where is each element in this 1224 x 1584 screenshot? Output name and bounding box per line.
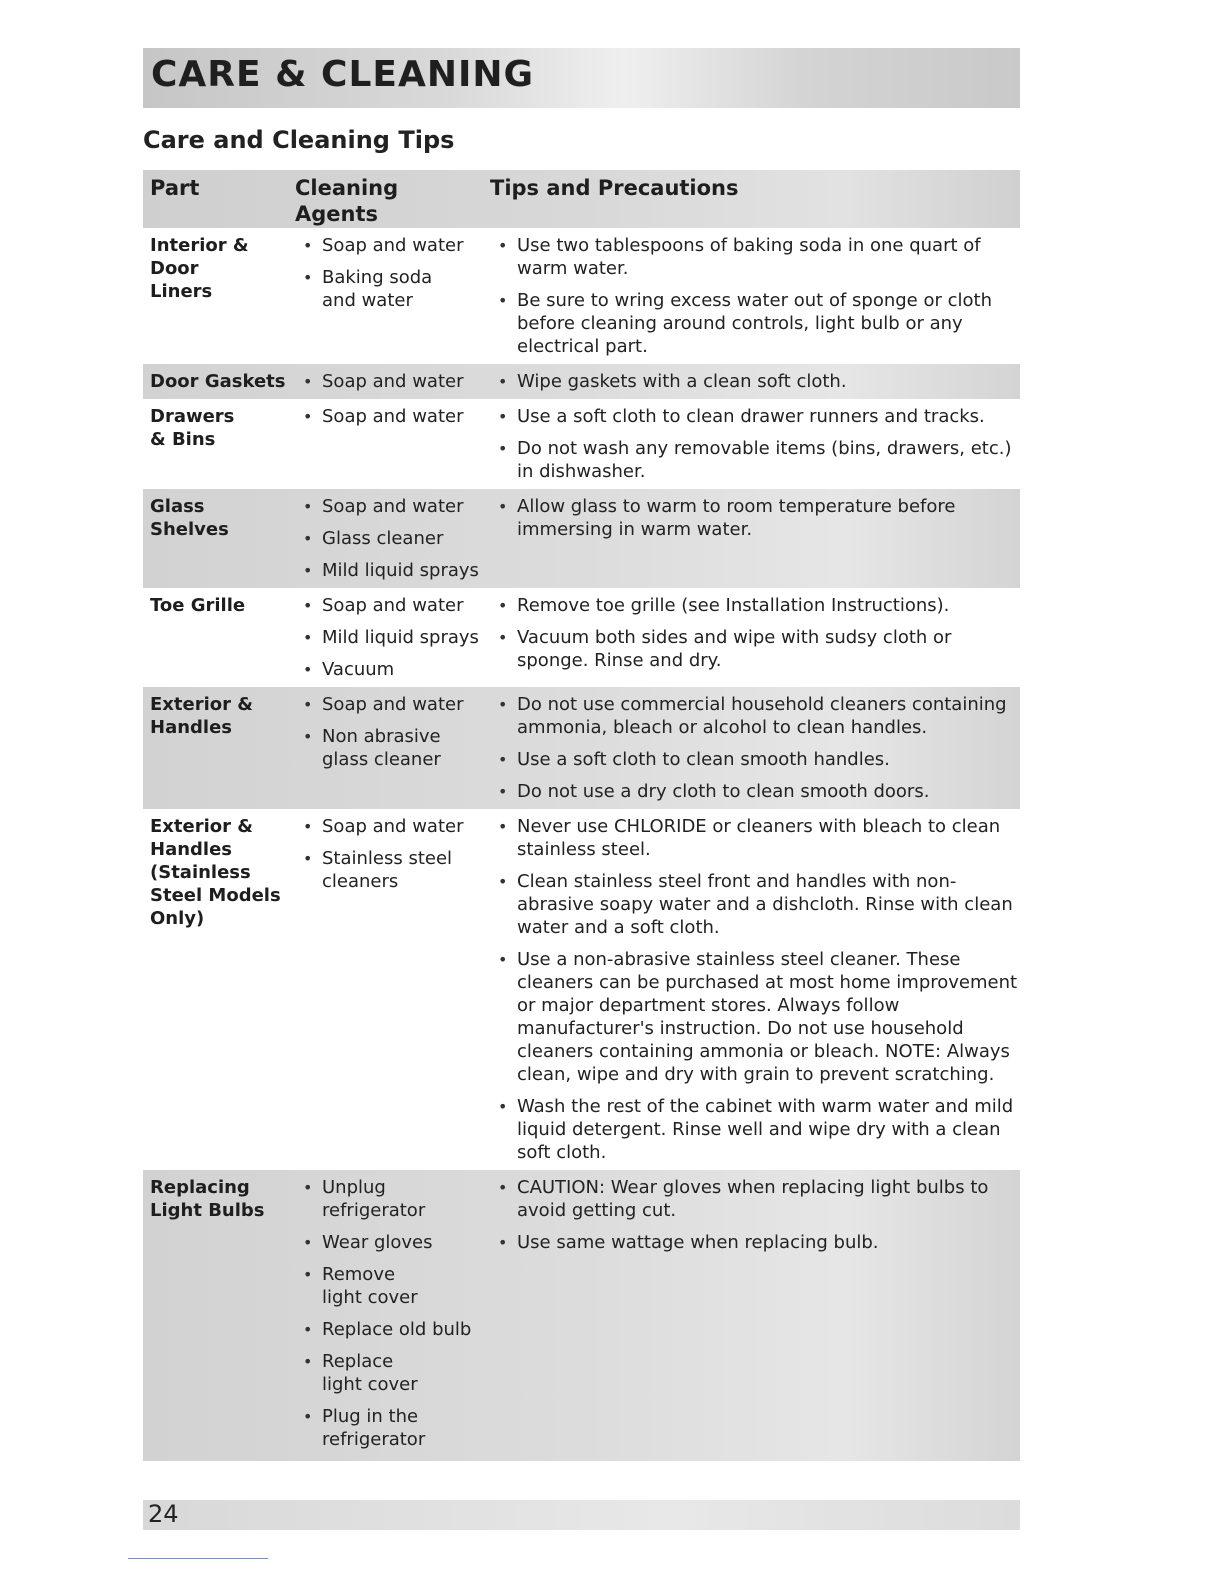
table-row [143, 399, 1020, 489]
list-item: • Be sure to wring excess water out of sponge or cloth before cleaning around controls, light bulb or any electrical part. [490, 289, 1020, 358]
list-item: • Do not wash any removable items (bins, drawers, etc.) in dishwasher. [490, 437, 1020, 483]
tips [490, 495, 1020, 582]
column-header-agents: Cleaning Agents [295, 176, 399, 226]
part-name: Exterior & Handles (Stainless Steel Models Only) [150, 816, 281, 929]
part-name: Replacing Light Bulbs [150, 1177, 265, 1221]
list-item: • Stainless steel cleaners [295, 847, 490, 893]
list-item: • Mild liquid sprays [295, 559, 490, 582]
cleaning-agents [295, 234, 490, 358]
part-name: Door Gaskets [150, 371, 286, 392]
cleaning-agents [295, 405, 490, 483]
list-item: • Use two tablespoons of baking soda in one quart of warm water. [490, 234, 1020, 280]
list-item: • Vacuum both sides and wipe with sudsy cloth or sponge. Rinse and dry. [490, 626, 1020, 672]
list-item: • Mild liquid sprays [295, 626, 490, 649]
column-header-part: Part [150, 176, 200, 200]
tips [490, 1176, 1020, 1451]
page-footer [143, 1500, 1020, 1530]
list-item: • Wash the rest of the cabinet with warm water and mild liquid detergent. Rinse well and wipe dry with a clean soft cloth. [490, 1095, 1020, 1164]
list-item: • Remove toe grille (see Installation Instructions). [490, 594, 1020, 617]
page-number: 24 [148, 1500, 179, 1528]
tips [490, 405, 1020, 483]
list-item: • Use a soft cloth to clean drawer runners and tracks. [490, 405, 1020, 428]
table-header [143, 170, 1020, 228]
table-row [143, 364, 1020, 399]
list-item: • Wear gloves [295, 1231, 490, 1254]
list-item: • Do not use a dry cloth to clean smooth doors. [490, 780, 1020, 803]
cleaning-agents [295, 693, 490, 803]
list-item: • Soap and water [295, 815, 490, 838]
list-item: • Clean stainless steel front and handles with non-abrasive soapy water and a dishcloth. Rinse with clean water and a soft cloth. [490, 870, 1020, 939]
tips [490, 234, 1020, 358]
list-item: • Allow glass to warm to room temperature before immersing in warm water. [490, 495, 1020, 541]
part-name: Glass Shelves [150, 496, 229, 540]
cleaning-agents [295, 594, 490, 681]
part-name: Drawers & Bins [150, 406, 235, 450]
part-name: Exterior & Handles [150, 694, 253, 738]
list-item: • Use a non-abrasive stainless steel cleaner. These cleaners can be purchased at most home improvement or major department stores. Always follow manufacturer's instruction. Do not use household cleaners containing ammonia or bleach. NOTE: Always clean, wipe and dry with grain to prevent scratching. [490, 948, 1020, 1086]
list-item: • Glass cleaner [295, 527, 490, 550]
list-item: • Vacuum [295, 658, 490, 681]
list-item: • Wipe gaskets with a clean soft cloth. [490, 370, 1020, 393]
list-item: • Use same wattage when replacing bulb. [490, 1231, 1020, 1254]
list-item: • Non abrasive glass cleaner [295, 725, 490, 771]
table-row [143, 489, 1020, 588]
table-row [143, 228, 1020, 364]
divider [128, 1558, 268, 1559]
table-row [143, 687, 1020, 809]
cleaning-agents [295, 495, 490, 582]
list-item: • Soap and water [295, 594, 490, 617]
column-header-tips: Tips and Precautions [490, 176, 739, 200]
list-item: • Soap and water [295, 370, 490, 393]
list-item: • Soap and water [295, 405, 490, 428]
list-item: • Unplug refrigerator [295, 1176, 490, 1222]
list-item: • Soap and water [295, 693, 490, 716]
list-item: • Baking soda and water [295, 266, 490, 312]
cleaning-agents [295, 370, 490, 393]
care-cleaning-table [143, 170, 1020, 1461]
table-row [143, 588, 1020, 687]
list-item: • Never use CHLORIDE or cleaners with bleach to clean stainless steel. [490, 815, 1020, 861]
cleaning-agents [295, 815, 490, 1164]
list-item: • Replace light cover [295, 1350, 490, 1396]
section-banner [143, 48, 1020, 108]
part-name: Interior & Door Liners [150, 235, 249, 302]
table-row [143, 1170, 1020, 1461]
list-item: • Soap and water [295, 234, 490, 257]
cleaning-agents [295, 1176, 490, 1451]
tips [490, 815, 1020, 1164]
part-name: Toe Grille [150, 595, 246, 616]
tips [490, 693, 1020, 803]
table-row [143, 809, 1020, 1170]
list-item: • Replace old bulb [295, 1318, 490, 1341]
section-title: CARE & CLEANING [151, 54, 535, 95]
list-item: • Soap and water [295, 495, 490, 518]
list-item: • Plug in the refrigerator [295, 1405, 490, 1451]
list-item: • Do not use commercial household cleaners containing ammonia, bleach or alcohol to clean handles. [490, 693, 1020, 739]
list-item: • CAUTION: Wear gloves when replacing light bulbs to avoid getting cut. [490, 1176, 1020, 1222]
tips [490, 594, 1020, 681]
list-item: • Use a soft cloth to clean smooth handles. [490, 748, 1020, 771]
list-item: • Remove light cover [295, 1263, 490, 1309]
page-subtitle: Care and Cleaning Tips [143, 126, 455, 154]
tips [490, 370, 1020, 393]
